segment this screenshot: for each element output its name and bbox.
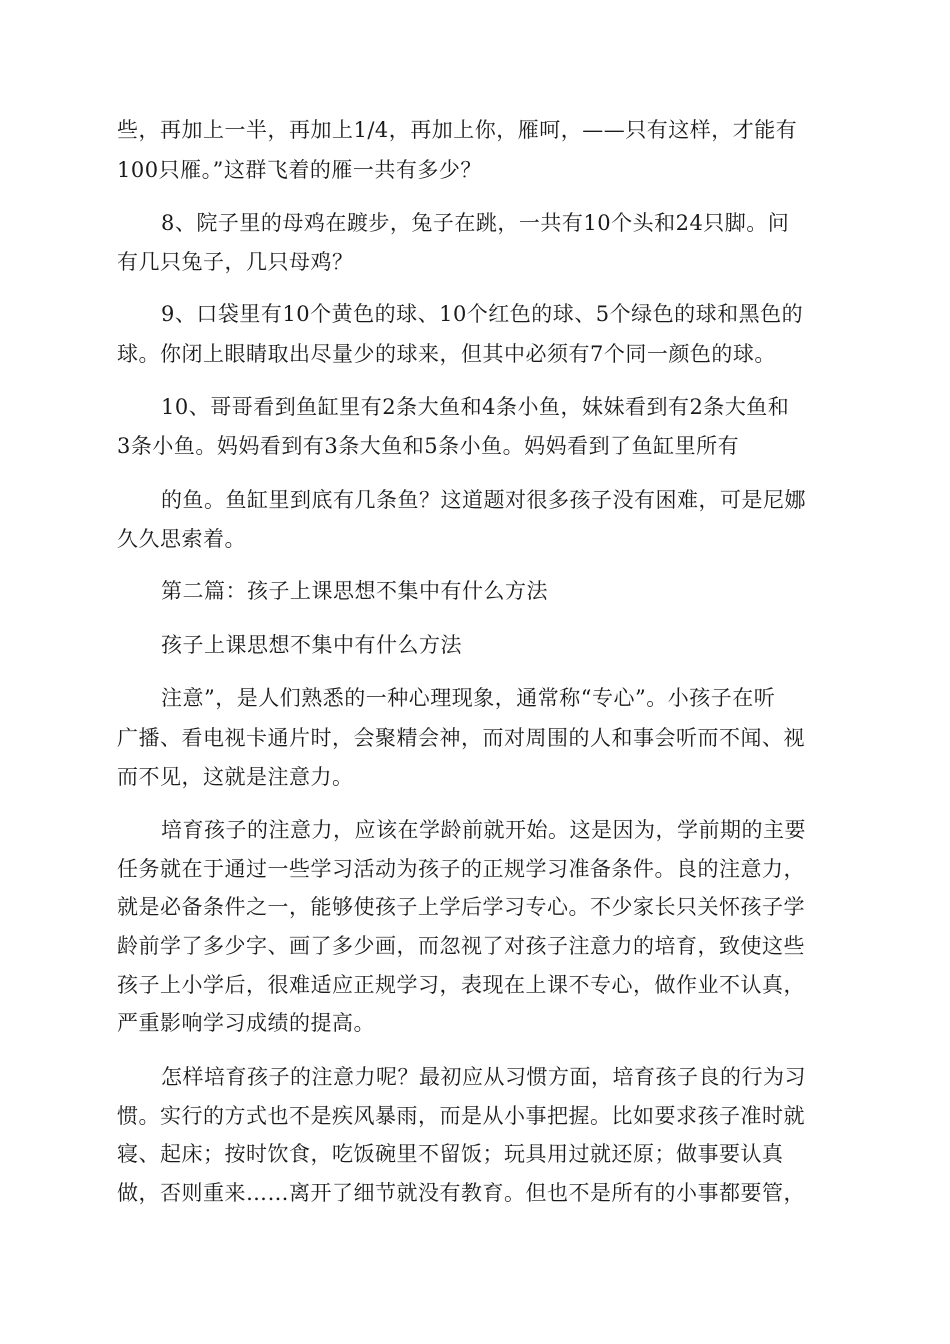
text-line: 久久思索着。 <box>117 527 246 551</box>
text-line: 有几只兔子，几只母鸡？ <box>117 250 354 274</box>
text-line: 任务就在于通过一些学习活动为孩子的正规学习准备条件。良的注意力， <box>117 857 805 881</box>
text-line: 球。你闭上眼睛取出尽量少的球来，但其中必须有7个同一颜色的球。 <box>117 342 776 366</box>
text-line: 怎样培育孩子的注意力呢？最初应从习惯方面，培育孩子良的行为习 <box>161 1065 806 1089</box>
text-line: 的鱼。鱼缸里到底有几条鱼？这道题对很多孩子没有困难，可是尼娜 <box>161 488 806 512</box>
text-line: 寝、起床；按时饮食，吃饭碗里不留饭；玩具用过就还原；做事要认真 <box>117 1142 784 1166</box>
text-line: 10、哥哥看到鱼缸里有2条大鱼和4条小鱼，妹妹看到有2条大鱼和 <box>161 395 790 419</box>
article-title: 孩子上课思想不集中有什么方法 <box>161 633 462 657</box>
text-line: 9、口袋里有10个黄色的球、10个红色的球、5个绿色的球和黑色的 <box>161 302 804 326</box>
text-line: 3条小鱼。妈妈看到有3条大鱼和5条小鱼。妈妈看到了鱼缸里所有 <box>117 434 740 458</box>
section-heading: 第二篇：孩子上课思想不集中有什么方法 <box>161 579 548 603</box>
text-line: 龄前学了多少字、画了多少画，而忽视了对孩子注意力的培育，致使这些 <box>117 934 805 958</box>
text-line: 就是必备条件之一，能够使孩子上学后学习专心。不少家长只关怀孩子学 <box>117 895 805 919</box>
text-line: 些，再加上一半，再加上1/4，再加上你，雁呵，——只有这样，才能有 <box>117 118 798 142</box>
text-line: 注意”，是人们熟悉的一种心理现象，通常称“专心”。小孩子在听 <box>161 686 776 710</box>
text-line: 8、院子里的母鸡在踱步，兔子在跳，一共有10个头和24只脚。问 <box>161 211 790 235</box>
text-line: 100只雁。”这群飞着的雁一共有多少？ <box>117 158 482 182</box>
text-line: 而不见，这就是注意力。 <box>117 765 354 789</box>
text-line: 培育孩子的注意力，应该在学龄前就开始。这是因为，学前期的主要 <box>161 818 806 842</box>
text-line: 做，否则重来……离开了细节就没有教育。但也不是所有的小事都要管， <box>117 1181 805 1205</box>
text-line: 孩子上小学后，很难适应正规学习，表现在上课不专心，做作业不认真， <box>117 973 805 997</box>
text-line: 惯。实行的方式也不是疾风暴雨，而是从小事把握。比如要求孩子准时就 <box>117 1104 805 1128</box>
text-line: 严重影响学习成绩的提高。 <box>117 1011 375 1035</box>
text-line: 广播、看电视卡通片时，会聚精会神，而对周围的人和事会听而不闻、视 <box>117 726 805 750</box>
